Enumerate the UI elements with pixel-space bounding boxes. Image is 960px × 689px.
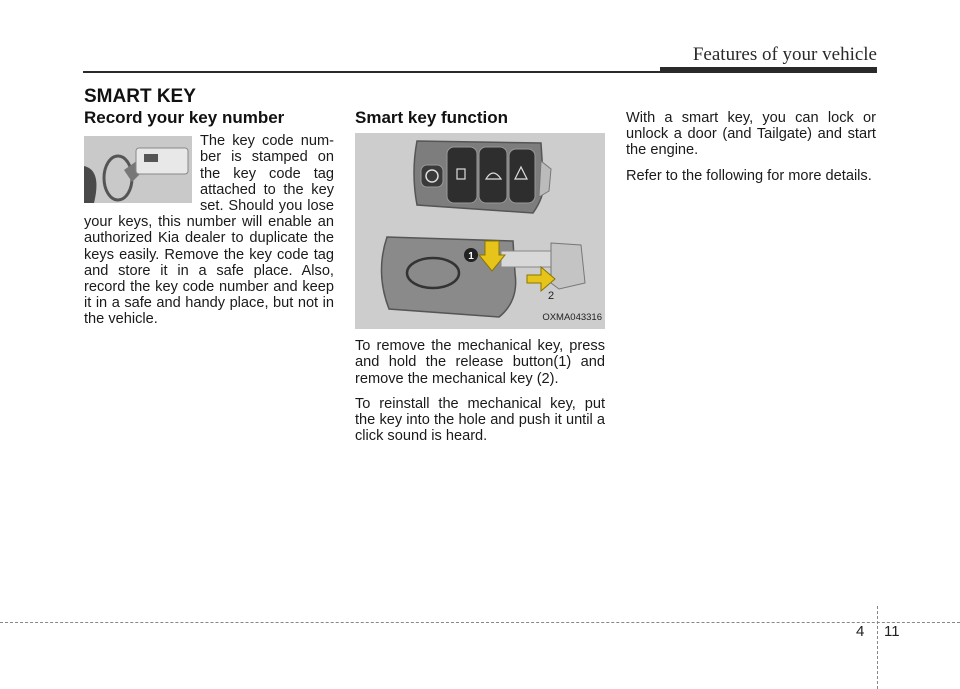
callout-1: 1: [468, 251, 474, 263]
figure-code: OXMA043316: [542, 312, 602, 323]
page-number: 11: [884, 623, 900, 640]
reinstall-key-paragraph: To reinstall the mechanical key, put the key into the hole and push it until a click sound is heard.: [355, 395, 605, 445]
record-body: The key code num-ber is stamped on the key code tag attached to the key set. Should you lose your keys, this number will enable an authorized Kia dealer to duplicate the keys easily. Remove the key code tag and store it in a safe place. Also, record the key code number and keep it in a safe and handy place, but not in the vehicle.: [84, 133, 334, 328]
header-rule-accent: [660, 67, 877, 73]
remove-key-paragraph: To remove the mechanical key, press and hold the release button(1) and remove the mechanical key (2).: [355, 338, 605, 387]
page-chapter: 4: [856, 623, 865, 640]
subheading-record-key-number: Record your key number: [84, 108, 285, 127]
key-code-tag-image: [84, 136, 192, 203]
smart-key-figure: [355, 133, 605, 329]
smart-key-fob-top: [414, 141, 551, 213]
footer-separator: [877, 606, 878, 689]
column-intro: [626, 110, 876, 193]
header-rule: [83, 71, 660, 73]
running-header: Features of your vehicle: [692, 44, 877, 65]
callout-2: 2: [547, 290, 555, 303]
footer-rule: [0, 622, 960, 623]
subheading-smart-key-function: Smart key function: [355, 108, 509, 127]
smart-key-fob-back: [381, 237, 585, 317]
column-record-key-number: [84, 110, 334, 337]
intro-paragraph-2: Refer to the following for more details.: [626, 167, 872, 184]
column-smart-key-function: [355, 110, 605, 453]
section-title: SMART KEY: [84, 86, 196, 107]
intro-paragraph-1: With a smart key, you can lock or unlock a door (and Tailgate) and start the engine.: [626, 110, 876, 159]
